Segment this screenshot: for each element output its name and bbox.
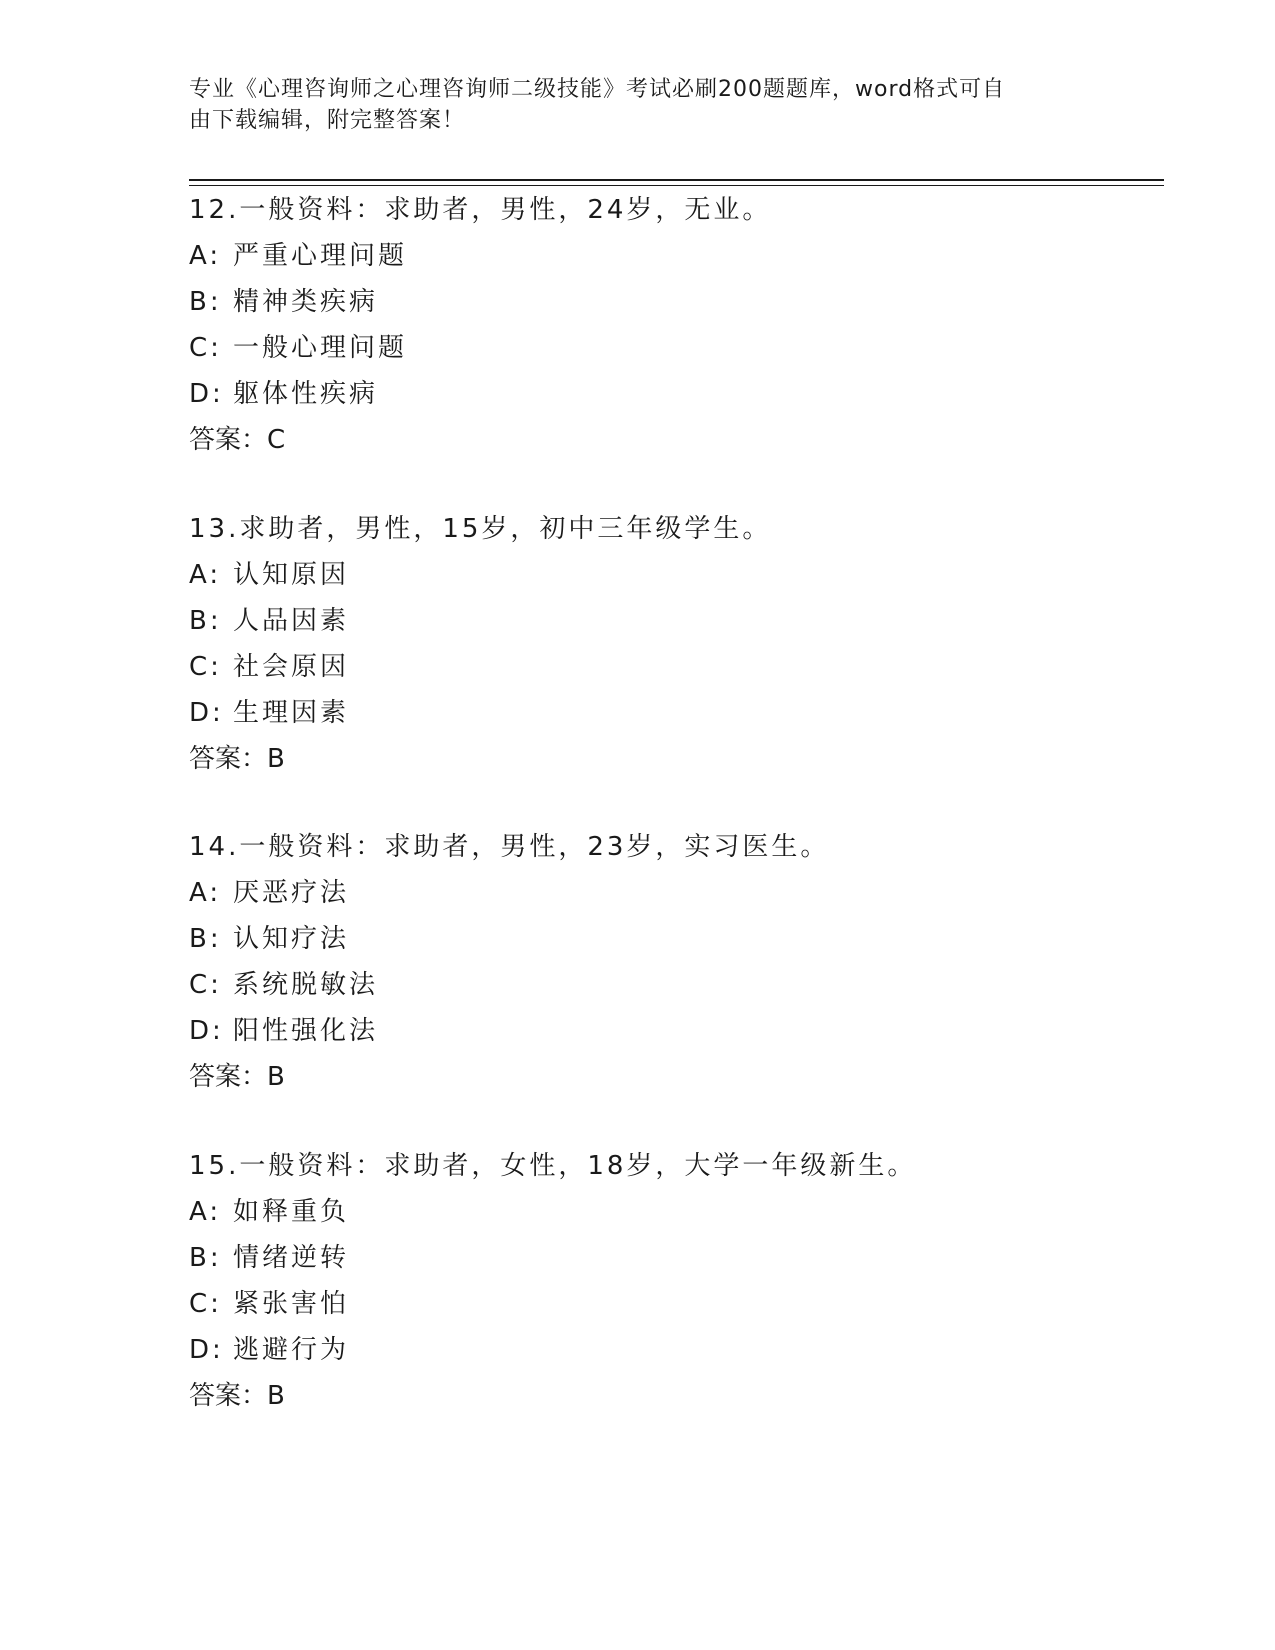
question-block-12 (189, 187, 1149, 463)
option-text: 社会原因 (233, 652, 350, 682)
question-stem: 15.一般资料：求助者，女性，18岁，大学一年级新生。 (189, 1151, 917, 1181)
option-c (189, 325, 1149, 371)
option-a (189, 233, 1149, 279)
question-stem: 14.一般资料：求助者，男性，23岁，实习医生。 (189, 832, 830, 862)
header-line-2: 由下载编辑，附完整答案！ (189, 108, 466, 133)
option-text: 人品因素 (233, 606, 350, 636)
header-divider-thin (189, 185, 1164, 186)
option-c (189, 644, 1149, 690)
option-b (189, 1235, 1149, 1281)
option-text: 严重心理问题 (233, 241, 408, 271)
option-letter: D: (189, 698, 224, 728)
option-text: 一般心理问题 (233, 333, 408, 363)
option-text: 精神类疾病 (233, 287, 379, 317)
option-text: 系统脱敏法 (233, 970, 379, 1000)
option-a (189, 1189, 1149, 1235)
question-stem: 13.求助者，男性，15岁，初中三年级学生。 (189, 514, 772, 544)
option-letter: C: (189, 970, 222, 1000)
option-text: 生理因素 (233, 698, 350, 728)
option-letter: A: (189, 1197, 222, 1227)
question-stem: 12.一般资料：求助者，男性，24岁，无业。 (189, 195, 772, 225)
header-line-1: 专业《心理咨询师之心理咨询师二级技能》考试必刷200题题库，word格式可自 (189, 77, 1006, 102)
option-letter: D: (189, 1335, 224, 1365)
option-text: 厌恶疗法 (233, 878, 350, 908)
option-d (189, 690, 1149, 736)
option-letter: B: (189, 924, 222, 954)
question-block-15 (189, 1143, 1149, 1419)
option-d (189, 1327, 1149, 1373)
option-text: 躯体性疾病 (233, 379, 379, 409)
option-text: 逃避行为 (233, 1335, 350, 1365)
header-divider-thick (189, 179, 1164, 181)
answer-line: 答案：B (189, 1062, 285, 1092)
option-letter: C: (189, 652, 222, 682)
option-letter: A: (189, 241, 222, 271)
question-block-13 (189, 506, 1149, 782)
answer-line: 答案：B (189, 1381, 285, 1411)
answer-line: 答案：C (189, 425, 286, 455)
option-letter: C: (189, 333, 222, 363)
question-block-14 (189, 824, 1149, 1100)
document-header (189, 74, 1069, 136)
option-b (189, 598, 1149, 644)
option-letter: A: (189, 878, 222, 908)
option-text: 阳性强化法 (233, 1016, 379, 1046)
option-text: 认知疗法 (233, 924, 350, 954)
option-a (189, 552, 1149, 598)
option-b (189, 279, 1149, 325)
option-c (189, 1281, 1149, 1327)
option-text: 认知原因 (233, 560, 350, 590)
option-d (189, 371, 1149, 417)
option-a (189, 870, 1149, 916)
option-text: 如释重负 (233, 1197, 350, 1227)
option-letter: B: (189, 287, 222, 317)
option-c (189, 962, 1149, 1008)
option-letter: A: (189, 560, 222, 590)
option-letter: C: (189, 1289, 222, 1319)
option-text: 紧张害怕 (233, 1289, 350, 1319)
option-d (189, 1008, 1149, 1054)
option-letter: D: (189, 1016, 224, 1046)
option-text: 情绪逆转 (233, 1243, 350, 1273)
option-letter: B: (189, 1243, 222, 1273)
answer-line: 答案：B (189, 744, 285, 774)
option-letter: D: (189, 379, 224, 409)
option-letter: B: (189, 606, 222, 636)
option-b (189, 916, 1149, 962)
